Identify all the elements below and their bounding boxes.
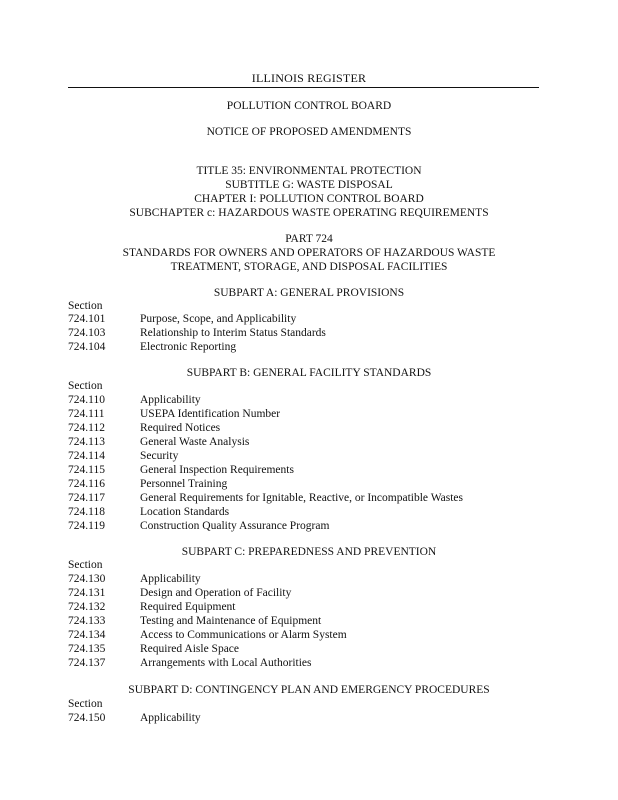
section-title: Access to Communications or Alarm System	[140, 629, 347, 641]
section-title: Construction Quality Assurance Program	[140, 520, 330, 532]
section-row	[68, 478, 227, 492]
section-title: Required Equipment	[140, 601, 236, 613]
section-title: General Requirements for Ignitable, Reactive, or Incompatible Wastes	[140, 492, 463, 504]
section-number: 724.119	[68, 520, 105, 532]
section-title: Security	[140, 450, 179, 462]
section-row	[68, 408, 280, 422]
board-name: POLLUTION CONTROL BOARD	[226, 100, 392, 112]
section-number: 724.111	[68, 408, 105, 420]
section-title: Applicability	[140, 712, 201, 724]
subpart-d-heading: SUBPART D: CONTINGENCY PLAN AND EMERGENCY PROCEDURES	[128, 684, 490, 696]
section-number: 724.150	[68, 712, 106, 724]
subpart-c-heading: SUBPART C: PREPAREDNESS AND PREVENTION	[181, 546, 437, 558]
section-number: 724.134	[68, 629, 106, 641]
section-row	[68, 506, 229, 520]
section-number: 724.115	[68, 464, 105, 476]
part-title-2: TREATMENT, STORAGE, AND DISPOSAL FACILITIES	[170, 261, 448, 273]
section-row	[68, 341, 236, 355]
section-title: Purpose, Scope, and Applicability	[140, 313, 297, 325]
subpart-b-heading: SUBPART B: GENERAL FACILITY STANDARDS	[186, 367, 432, 379]
section-title: Applicability	[140, 394, 201, 406]
section-title: Electronic Reporting	[140, 341, 237, 353]
section-row	[68, 313, 296, 327]
section-number: 724.116	[68, 478, 105, 490]
section-number: 724.118	[68, 506, 105, 518]
section-number: 724.135	[68, 643, 106, 655]
section-row	[68, 394, 201, 408]
section-number: 724.101	[68, 313, 106, 325]
section-number: 724.114	[68, 450, 105, 462]
section-row	[68, 436, 249, 450]
subpart-a-heading: SUBPART A: GENERAL PROVISIONS	[213, 287, 405, 299]
section-title: Design and Operation of Facility	[140, 587, 292, 599]
part-line: PART 724	[285, 233, 333, 245]
section-label: Section	[68, 698, 103, 710]
section-number: 724.133	[68, 615, 106, 627]
section-title: General Inspection Requirements	[140, 464, 294, 476]
section-title: Required Notices	[140, 422, 221, 434]
section-title: Testing and Maintenance of Equipment	[140, 615, 322, 627]
section-row	[68, 657, 312, 671]
section-number: 724.130	[68, 573, 106, 585]
section-title: Required Aisle Space	[140, 643, 240, 655]
section-title: Applicability	[140, 573, 201, 585]
section-row	[68, 464, 294, 478]
notice-title: NOTICE OF PROPOSED AMENDMENTS	[206, 126, 412, 138]
section-number: 724.131	[68, 587, 106, 599]
section-row	[68, 629, 347, 643]
section-row	[68, 643, 239, 657]
section-label: Section	[68, 380, 103, 392]
section-row	[68, 520, 329, 534]
section-row	[68, 573, 201, 587]
section-title: Arrangements with Local Authorities	[140, 657, 312, 669]
section-row	[68, 450, 178, 464]
subchapter-line: SUBCHAPTER c: HAZARDOUS WASTE OPERATING REQUIREMENTS	[129, 207, 489, 219]
chapter-line: CHAPTER I: POLLUTION CONTROL BOARD	[194, 193, 424, 205]
section-number: 724.113	[68, 436, 105, 448]
section-title: Personnel Training	[140, 478, 228, 490]
section-row	[68, 615, 321, 629]
section-number: 724.112	[68, 422, 105, 434]
part-title-1: STANDARDS FOR OWNERS AND OPERATORS OF HAZARDOUS WASTE	[122, 247, 496, 259]
section-number: 724.117	[68, 492, 105, 504]
section-title: General Waste Analysis	[140, 436, 250, 448]
section-row	[68, 601, 236, 615]
section-row	[68, 712, 201, 726]
section-label: Section	[68, 559, 103, 571]
section-row	[68, 422, 220, 436]
section-number: 724.132	[68, 601, 106, 613]
section-title: Location Standards	[140, 506, 230, 518]
section-number: 724.110	[68, 394, 105, 406]
section-number: 724.104	[68, 341, 106, 353]
section-row	[68, 492, 463, 506]
section-number: 724.103	[68, 327, 106, 339]
section-title: USEPA Identification Number	[140, 408, 281, 420]
title-line: TITLE 35: ENVIRONMENTAL PROTECTION	[196, 165, 422, 177]
section-row	[68, 587, 291, 601]
section-row	[68, 327, 326, 341]
header-rule	[68, 87, 539, 88]
section-title: Relationship to Interim Status Standards	[140, 327, 326, 339]
section-number: 724.137	[68, 657, 106, 669]
register-title: ILLINOIS REGISTER	[251, 71, 367, 85]
subtitle-line: SUBTITLE G: WASTE DISPOSAL	[225, 179, 393, 191]
section-label: Section	[68, 300, 103, 312]
